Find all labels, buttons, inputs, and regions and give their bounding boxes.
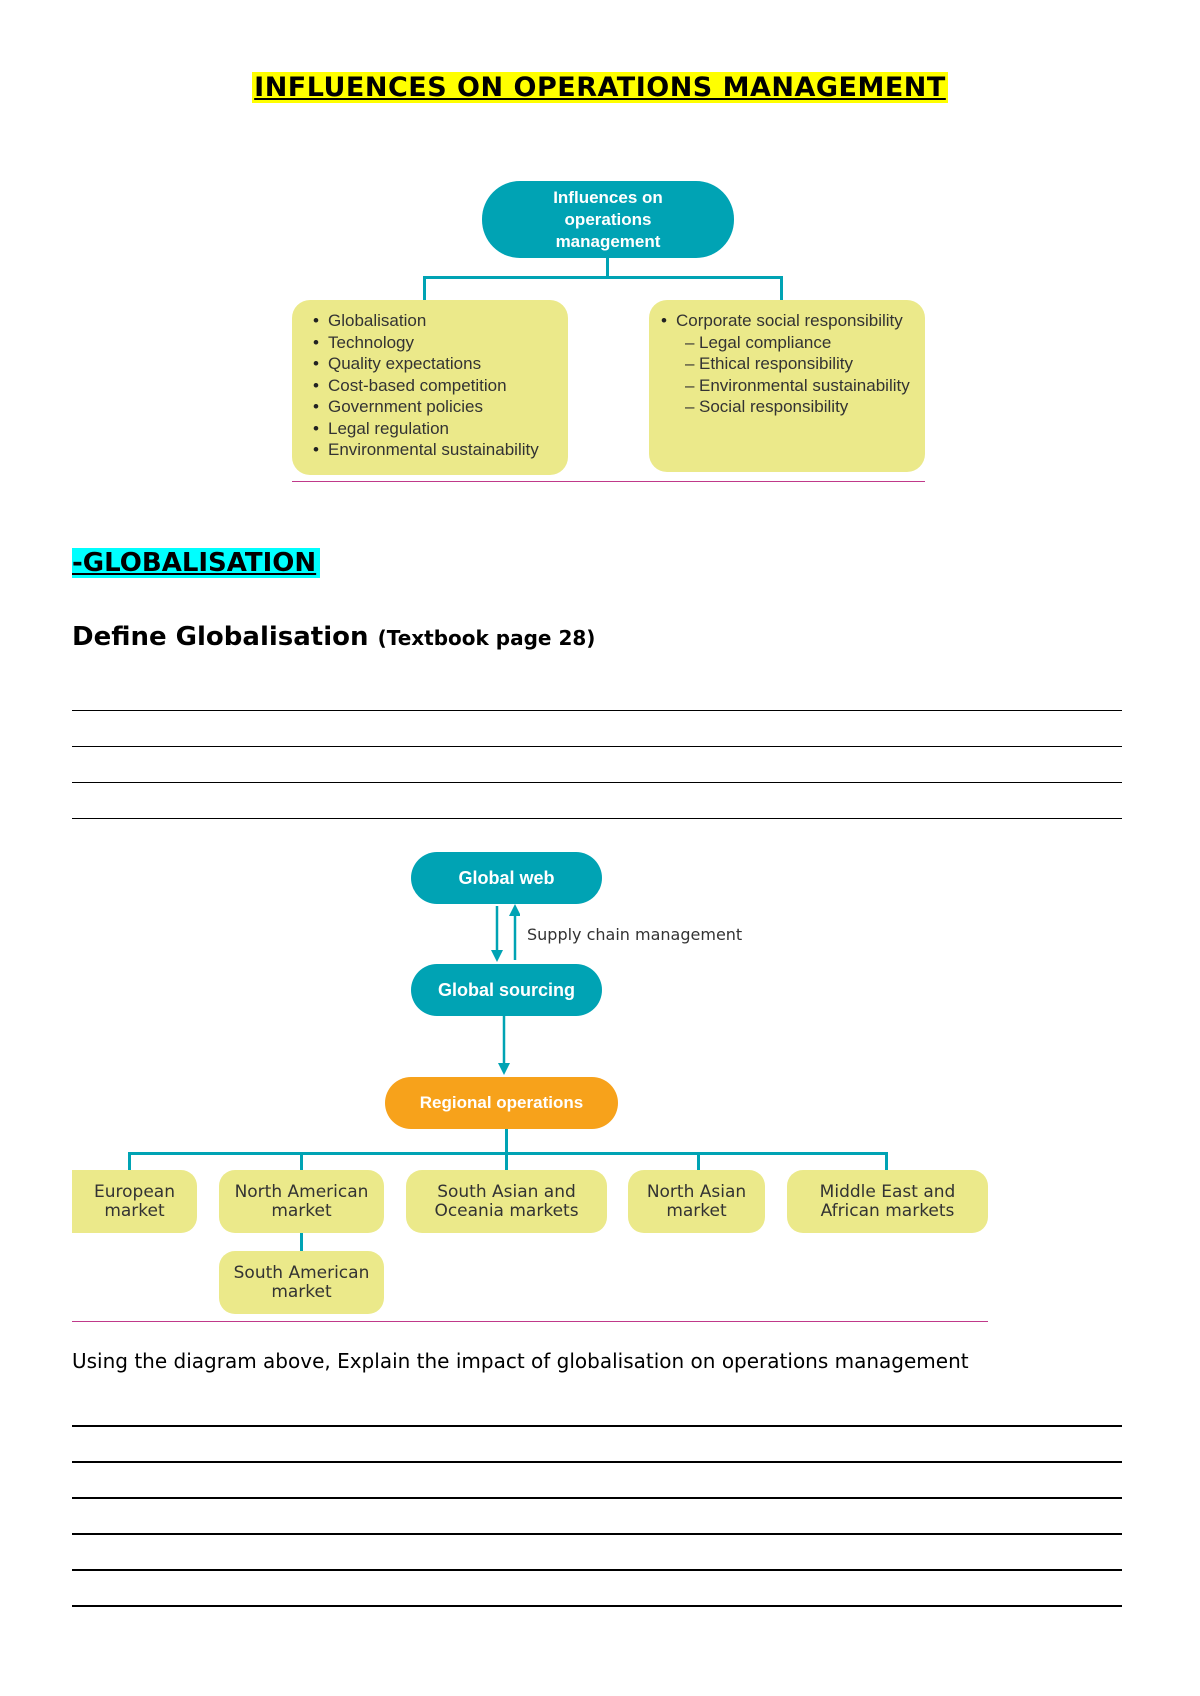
list-item: • Technology	[313, 332, 568, 354]
market-north-american: North American market	[219, 1170, 384, 1233]
market-european: European market	[72, 1170, 197, 1233]
supply-chain-label: Supply chain management	[527, 925, 743, 944]
supply-chain-arrows	[480, 902, 520, 964]
connector	[300, 1233, 303, 1253]
list-item: • Legal regulation	[313, 418, 568, 440]
list-subitem: – Social responsibility	[661, 396, 925, 418]
global-web-label: Global web	[458, 867, 555, 888]
market-south-american: South American market	[219, 1251, 384, 1314]
connector	[697, 1152, 700, 1172]
section-heading: -GLOBALISATION	[72, 548, 320, 578]
question-text: Using the diagram above, Explain the impact of globalisation on operations management	[72, 1349, 969, 1373]
global-sourcing-label: Global sourcing	[437, 979, 575, 1000]
connector	[128, 1152, 888, 1155]
define-label: Define Globalisation	[72, 622, 369, 652]
answer-line[interactable]	[72, 1605, 1122, 1607]
list-subitem: – Ethical responsibility	[661, 353, 925, 375]
divider	[72, 1321, 988, 1322]
connector	[128, 1152, 131, 1172]
connector	[300, 1152, 303, 1172]
list-item: • Corporate social responsibility	[661, 310, 925, 332]
sourcing-arrow	[494, 1015, 514, 1077]
answer-line[interactable]	[72, 1497, 1122, 1499]
list-item: • Environmental sustainability	[313, 439, 568, 461]
global-sourcing-node	[411, 964, 602, 1016]
regional-operations-label: Regional operations	[419, 1093, 584, 1112]
connector	[885, 1152, 888, 1172]
market-south-asian-oceania: South Asian and Oceania markets	[406, 1170, 607, 1233]
list-item: • Cost-based competition	[313, 375, 568, 397]
regional-operations-node	[385, 1077, 618, 1129]
list-subitem: – Environmental sustainability	[661, 375, 925, 397]
connector	[505, 1129, 508, 1154]
global-web-node	[411, 852, 602, 904]
market-middle-east-african: Middle East and African markets	[787, 1170, 988, 1233]
list-subitem: – Legal compliance	[661, 332, 925, 354]
list-item: • Quality expectations	[313, 353, 568, 375]
list-item: • Government policies	[313, 396, 568, 418]
answer-line[interactable]	[72, 1533, 1122, 1535]
market-north-asian: North Asian market	[628, 1170, 765, 1233]
influences-root-label: Influences on operations management	[553, 187, 663, 251]
page-title: INFLUENCES ON OPERATIONS MANAGEMENT	[254, 72, 946, 103]
answer-line[interactable]	[72, 1425, 1122, 1427]
define-reference: (Textbook page 28)	[377, 626, 596, 650]
answer-line[interactable]	[72, 1569, 1122, 1571]
list-item: • Globalisation	[313, 310, 568, 332]
answer-line[interactable]	[72, 1461, 1122, 1463]
connector	[505, 1152, 508, 1172]
